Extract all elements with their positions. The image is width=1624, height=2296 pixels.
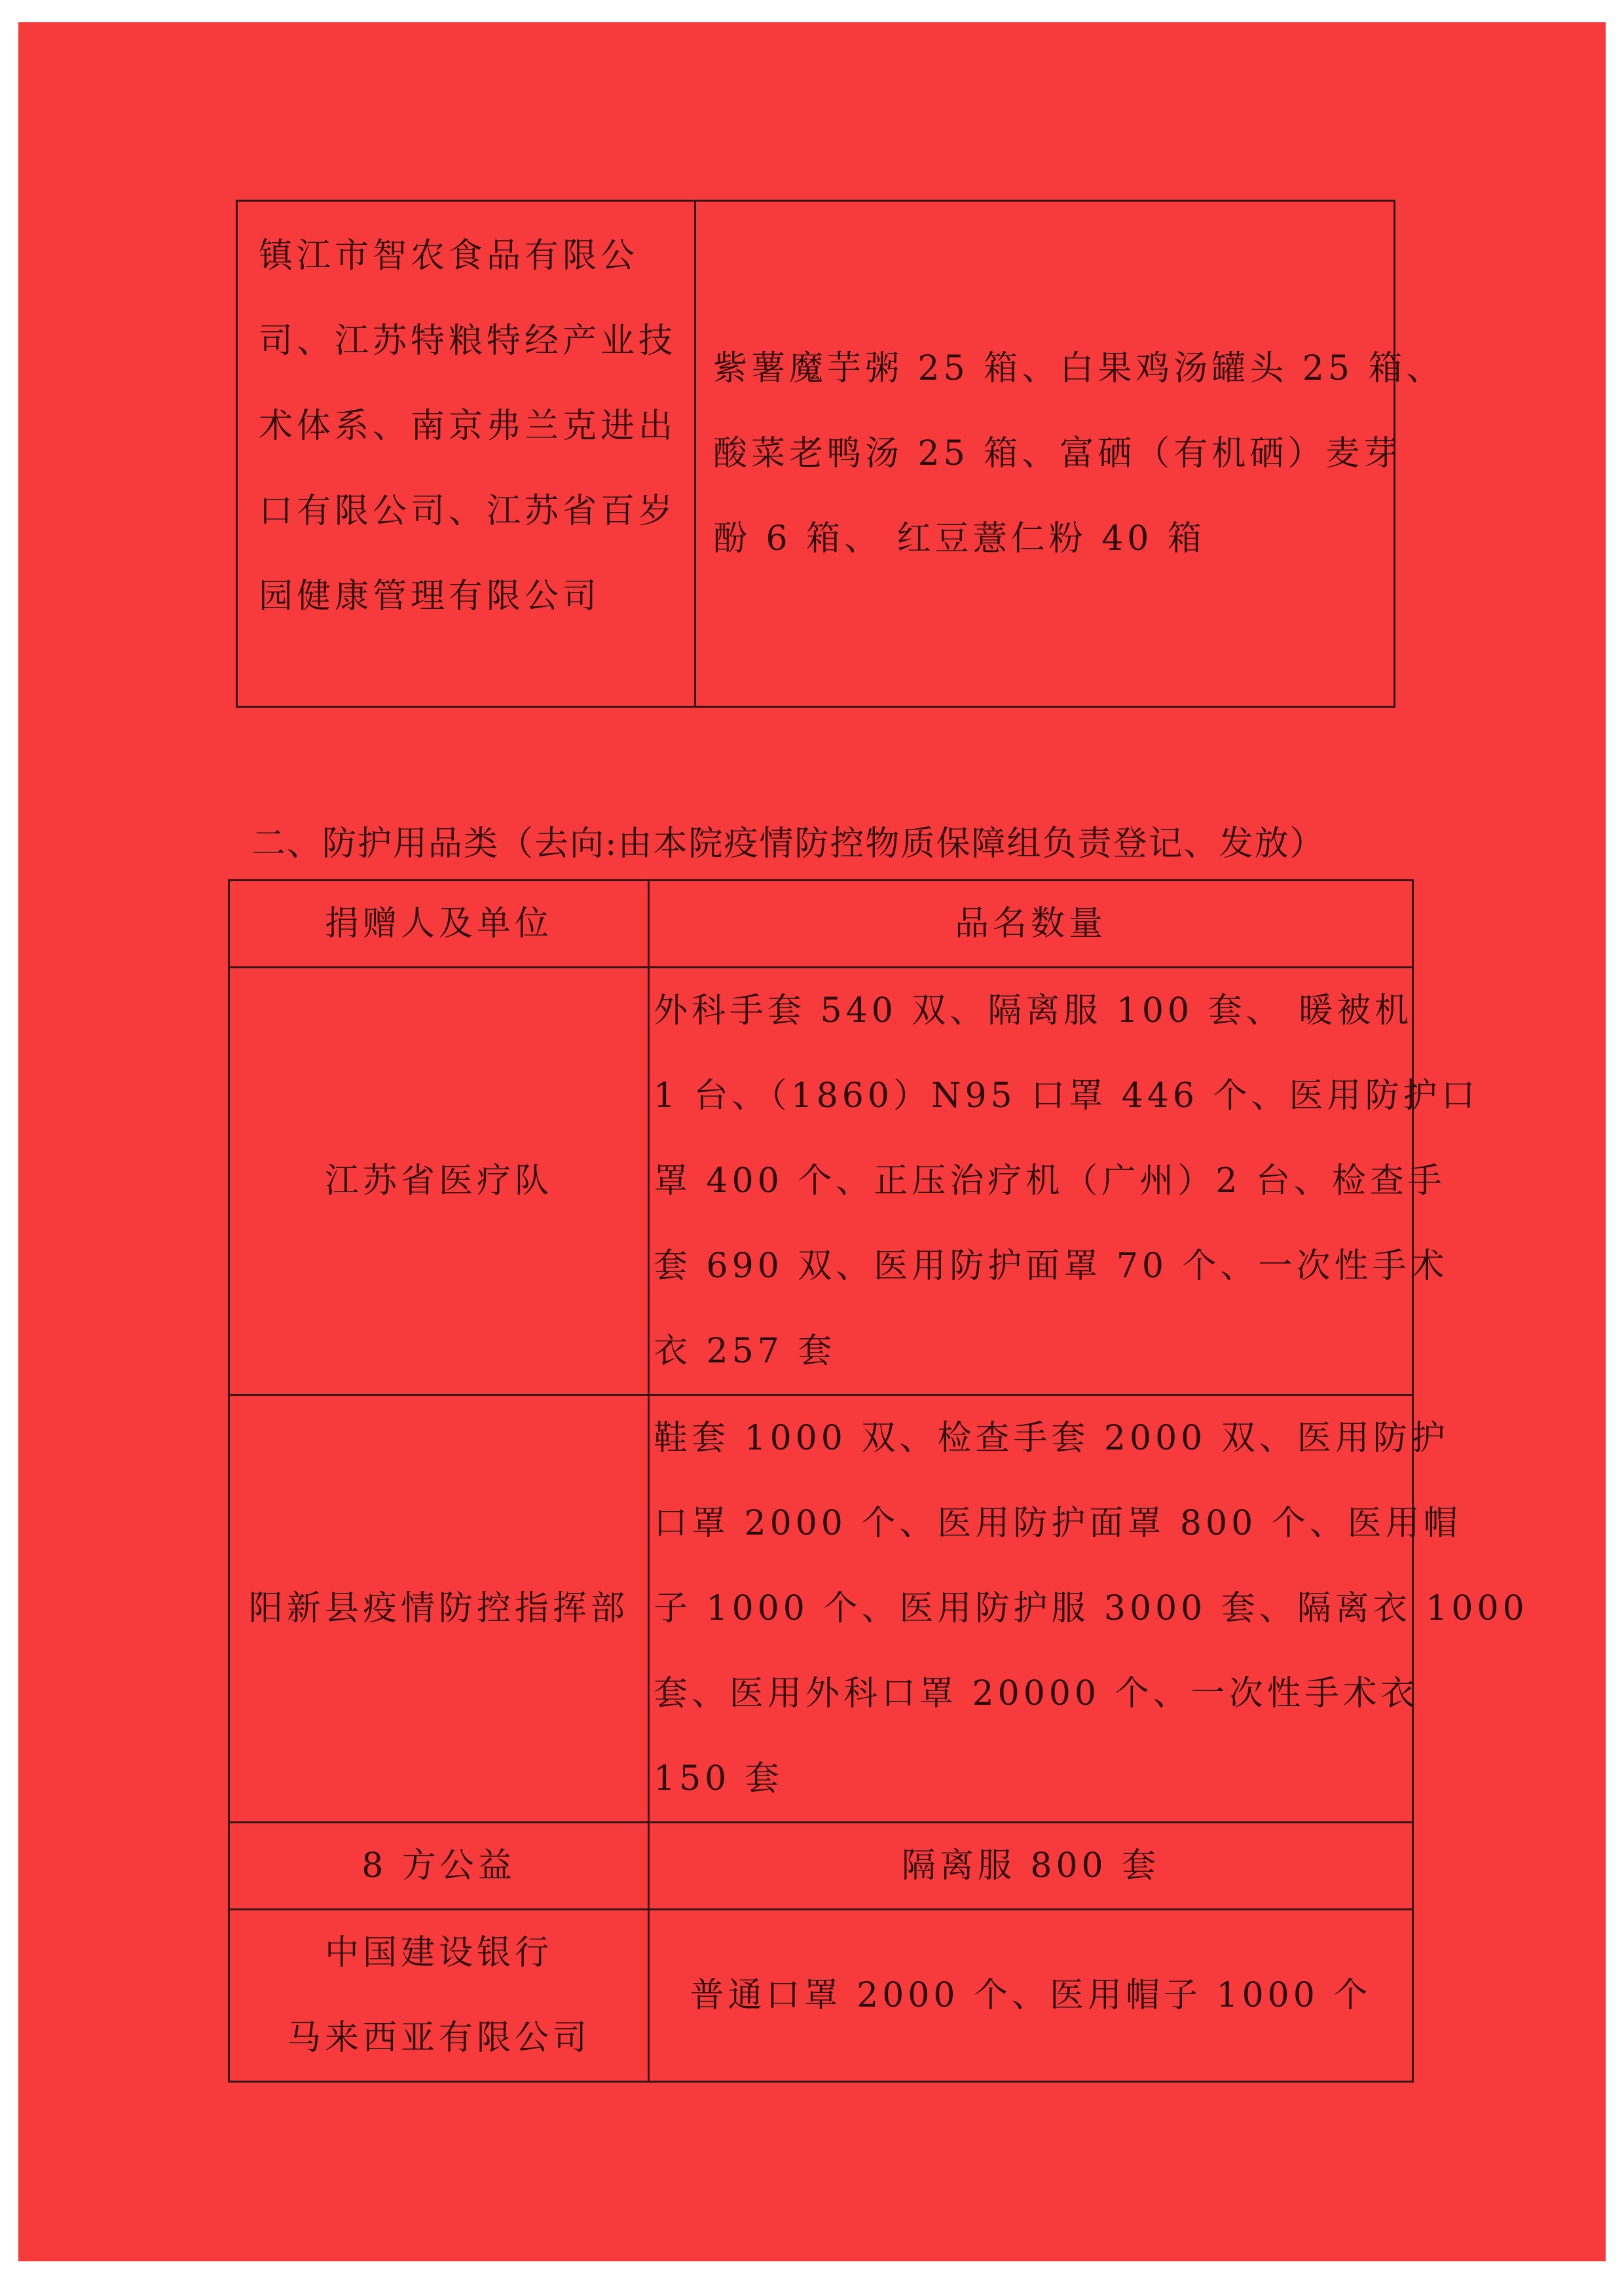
items-line: 酚 6 箱、 红豆薏仁粉 40 箱 <box>713 519 1206 558</box>
header-items: 品名数量 <box>649 881 1413 968</box>
donor-line: 司、江苏特粮特经产业技 <box>259 321 677 361</box>
items-line: 隔离服 800 套 <box>901 1846 1160 1886</box>
items-cell <box>649 1395 1528 1823</box>
items-cell <box>649 968 1479 1395</box>
items-cell <box>649 1910 1413 2082</box>
items-line: 罩 400 个、正压治疗机（广州）2 台、检查手 <box>654 1161 1446 1201</box>
table-row <box>237 201 1395 707</box>
items-cell <box>649 1823 1413 1910</box>
header-donor: 捐赠人及单位 <box>229 881 649 968</box>
food-donation-table <box>236 200 1445 708</box>
table-row <box>229 1910 1413 2082</box>
donor-cell <box>237 201 695 707</box>
items-line: 紫薯魔芋粥 25 箱、白果鸡汤罐头 25 箱、 <box>713 349 1445 388</box>
ppe-donation-table <box>228 879 1528 2083</box>
donor-line: 8 方公益 <box>361 1846 516 1886</box>
section-heading: 二、防护用品类（去向:由本院疫情防控物质保障组负责登记、发放） <box>251 824 1325 864</box>
items-line: 套、医用外科口罩 20000 个、一次性手术衣 <box>654 1674 1419 1713</box>
donor-line: 江苏省医疗队 <box>324 1161 553 1201</box>
items-line: 普通口罩 2000 个、医用帽子 1000 个 <box>690 1976 1372 2015</box>
items-line: 酸菜老鸭汤 25 箱、富硒（有机硒）麦芽 <box>713 434 1402 473</box>
donor-cell <box>229 968 649 1395</box>
donor-line: 镇江市智农食品有限公 <box>259 236 639 276</box>
items-line: 外科手套 540 双、隔离服 100 套、 暖被机 <box>654 991 1413 1030</box>
table-row <box>229 1395 1413 1823</box>
donor-line: 阳新县疫情防控指挥部 <box>248 1589 629 1628</box>
donor-line: 口有限公司、江苏省百岁 <box>259 492 677 531</box>
items-line: 1 台、（1860）N95 口罩 446 个、医用防护口 <box>654 1076 1479 1116</box>
donor-line: 马来西亚有限公司 <box>286 2018 591 2058</box>
items-line: 口罩 2000 个、医用防护面罩 800 个、医用帽 <box>654 1504 1462 1543</box>
donor-line: 中国建设银行 <box>324 1933 553 1973</box>
items-line: 子 1000 个、医用防护服 3000 套、隔离衣 1000 <box>654 1589 1528 1628</box>
document-page <box>18 22 1606 2261</box>
items-line: 鞋套 1000 双、检查手套 2000 双、医用防护 <box>654 1419 1449 1458</box>
donor-cell <box>229 1910 649 2082</box>
table-header-row <box>229 881 1413 968</box>
table-row <box>229 968 1413 1395</box>
donor-cell <box>229 1823 649 1910</box>
donor-line: 园健康管理有限公司 <box>259 577 601 616</box>
donor-cell <box>229 1395 649 1823</box>
table-row <box>229 1823 1413 1910</box>
donor-line: 术体系、南京弗兰克进出 <box>259 407 677 446</box>
items-line: 150 套 <box>654 1759 783 1798</box>
items-line: 衣 257 套 <box>654 1332 836 1371</box>
items-line: 套 690 双、医用防护面罩 70 个、一次性手术 <box>654 1247 1449 1286</box>
items-cell <box>695 201 1445 707</box>
